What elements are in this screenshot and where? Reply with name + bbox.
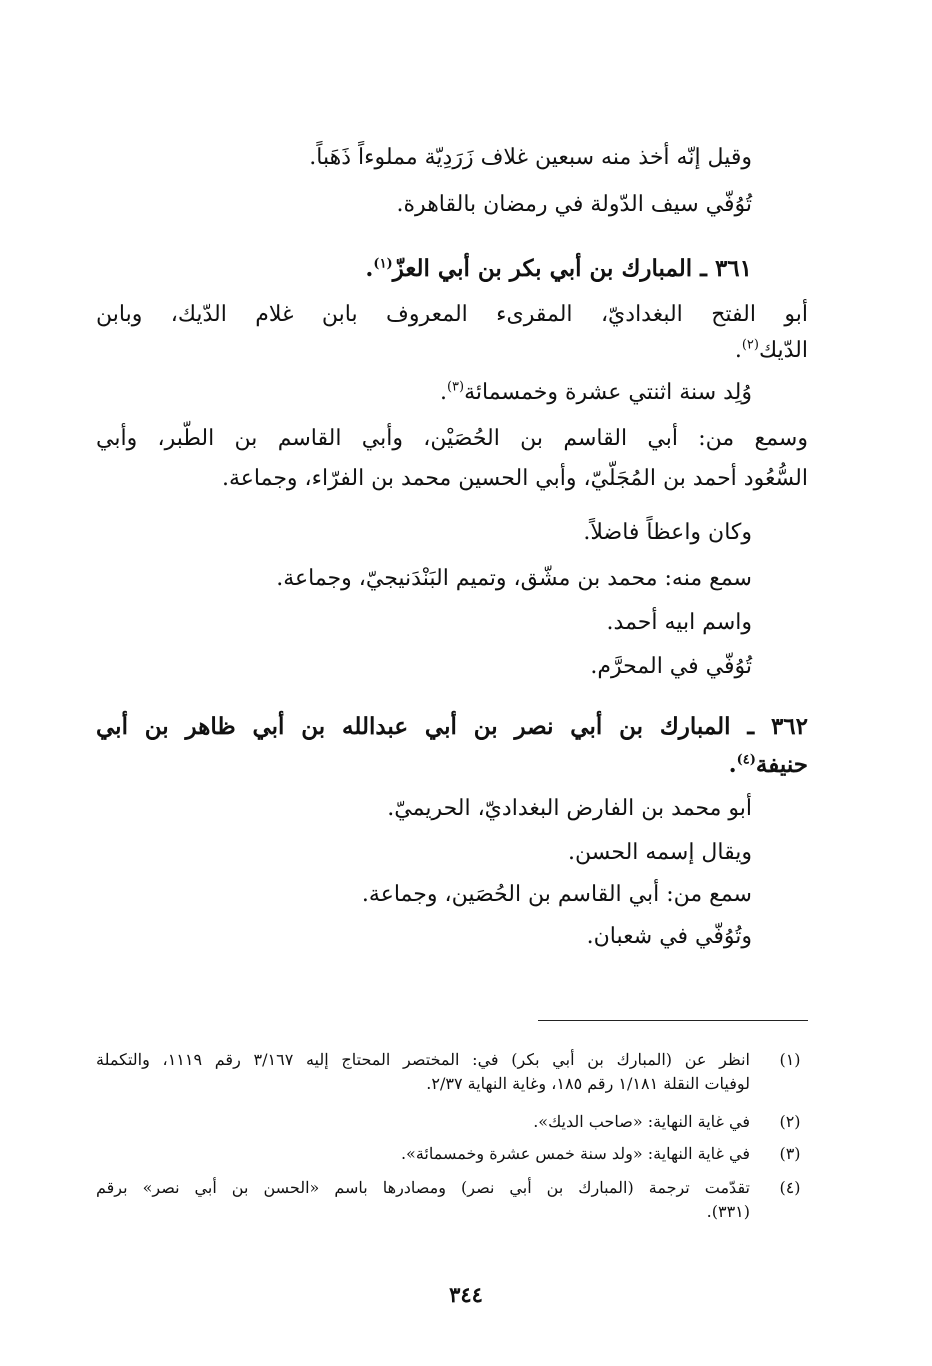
text-period: . bbox=[439, 380, 447, 405]
footnote-text: لوفيات النقلة ١/١٨١ رقم ١٨٥، وغاية النهاية ٢/٣٧. bbox=[426, 1074, 750, 1093]
footnote-4 bbox=[96, 1176, 808, 1224]
footnote-ref: (٢) bbox=[741, 337, 759, 353]
text-line: تُوُفّي في المحرَّم. bbox=[590, 654, 752, 679]
footnote-3 bbox=[96, 1142, 808, 1166]
text-line: وقيل إنّه أخذ منه سبعين غلاف زَرَدِيّة مملوءاً ذَهَباً. bbox=[309, 145, 752, 170]
entry-heading-362-cont bbox=[729, 750, 808, 780]
footnote-ref: (٣) bbox=[446, 379, 465, 395]
text-fragment: وُلِد سنة اثنتي عشرة وخمسمائة bbox=[464, 380, 752, 405]
page-number: ٣٤٤ bbox=[449, 1282, 483, 1307]
text-line: سمع من: أبي القاسم بن الحُصَين، وجماعة. bbox=[361, 882, 752, 907]
text-line: السُّعُود أحمد بن المُجَلّيّ، وأبي الحسين محمد بن الفرّاء، وجماعة. bbox=[221, 466, 808, 491]
text-line: وكان واعظاً فاضلاً. bbox=[583, 520, 752, 545]
footnote-text: (٣٣١). bbox=[706, 1202, 750, 1221]
text-line: سمع منه: محمد بن مشّق، وتميم البَنْدَنيجيّ، وجماعة. bbox=[276, 566, 752, 591]
entry-heading-text: ٣٦١ ـ المبارك بن أبي بكر بن أبي العزّ bbox=[392, 255, 752, 282]
text-line bbox=[440, 378, 752, 408]
footnote-number: (٢) bbox=[779, 1112, 801, 1131]
text-line: واسم ابيه أحمد. bbox=[606, 610, 752, 635]
footnote-ref: (١) bbox=[373, 256, 393, 272]
footnote-text: تقدّمت ترجمة (المبارك بن أبي نصر) ومصادرها باسم «الحسن بن أبي نصر» برقم bbox=[96, 1178, 750, 1197]
text-line bbox=[735, 336, 808, 366]
text-period: . bbox=[734, 338, 742, 363]
footnote-number: (٣) bbox=[779, 1144, 801, 1163]
footnote-1 bbox=[96, 1048, 808, 1096]
footnote-number: (١) bbox=[779, 1050, 801, 1069]
footnote-2 bbox=[96, 1110, 808, 1134]
heading-period: . bbox=[365, 255, 374, 282]
text-fragment: الدّيك bbox=[758, 338, 808, 363]
footnote-number: (٤) bbox=[779, 1178, 801, 1197]
entry-heading-text: حنيفة bbox=[755, 751, 808, 778]
text-line: وتُوُفّي في شعبان. bbox=[586, 924, 752, 949]
entry-heading-361 bbox=[365, 254, 752, 284]
footnote-text: انظر عن (المبارك بن أبي بكر) في: المختصر المحتاج إليه ٣/١٦٧ رقم ١١١٩، والتكملة bbox=[96, 1050, 750, 1069]
text-line: أبو محمد بن الفارض البغداديّ، الحريميّ. bbox=[387, 796, 752, 821]
footnote-ref: (٤) bbox=[736, 752, 756, 768]
entry-heading-362: ٣٦٢ ـ المبارك بن أبي نصر بن أبي عبدالله بن أبي ظاهر بن أبي bbox=[96, 713, 808, 740]
text-line: وسمع من: أبي القاسم بن الحُصَيْن، وأبي القاسم بن الطّبر، وأبي bbox=[96, 426, 808, 451]
footnote-separator bbox=[538, 1020, 808, 1021]
text-line: أبو الفتح البغداديّ، المقرىء المعروف بابن غلام الدّيك، وبابن bbox=[96, 302, 808, 327]
footnote-text: في غاية النهاية: «صاحب الديك». bbox=[533, 1112, 750, 1131]
text-line: ويقال إسمه الحسن. bbox=[568, 840, 752, 865]
footnote-text: في غاية النهاية: «ولد سنة خمس عشرة وخمسمائة». bbox=[400, 1144, 750, 1163]
text-line: تُوُفّي سيف الدّولة في رمضان بالقاهرة. bbox=[396, 192, 752, 217]
heading-period: . bbox=[728, 751, 737, 778]
